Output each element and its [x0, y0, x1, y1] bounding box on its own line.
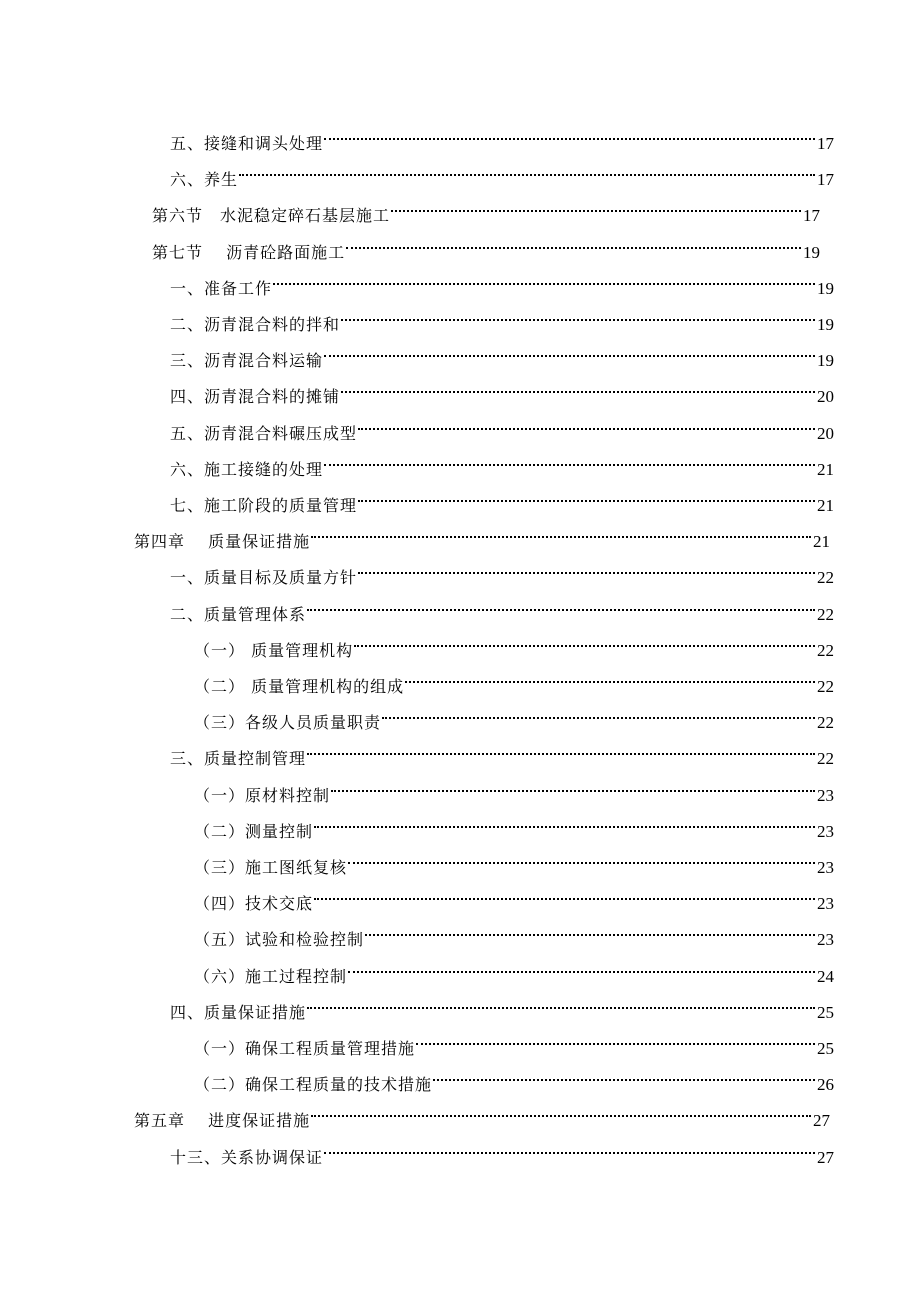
toc-entry-page-number: 22: [817, 604, 834, 624]
toc-dot-leader: [346, 247, 801, 249]
toc-dot-leader: [341, 391, 815, 393]
toc-entry[interactable]: [194, 850, 834, 886]
toc-dot-leader: [358, 572, 815, 574]
toc-entry-title: （三）施工图纸复核: [194, 858, 348, 877]
toc-entry-page-number: 26: [817, 1075, 834, 1095]
toc-dot-leader: [324, 464, 815, 466]
toc-entry[interactable]: [194, 814, 834, 850]
toc-dot-leader: [433, 1079, 815, 1081]
toc-entry-page-number: 21: [813, 532, 830, 552]
toc-entry-page-number: 25: [817, 1002, 834, 1022]
toc-dot-leader: [358, 500, 815, 502]
toc-entry-title: （六）施工过程控制: [194, 966, 348, 986]
toc-dot-leader: [405, 681, 815, 683]
toc-entry[interactable]: [152, 198, 820, 234]
toc-entry-page-number: 27: [813, 1111, 830, 1131]
toc-entry[interactable]: [194, 705, 834, 741]
toc-dot-leader: [382, 717, 815, 719]
toc-entry-page-number: 17: [817, 170, 834, 190]
toc-entry-title: （四）技术交底: [194, 894, 314, 914]
toc-entry[interactable]: [170, 307, 834, 343]
toc-entry[interactable]: [170, 488, 834, 524]
toc-dot-leader: [311, 1115, 811, 1117]
toc-entry-title: （一） 质量管理机构: [194, 640, 354, 660]
toc-entry-page-number: 19: [817, 278, 834, 298]
toc-dot-leader: [273, 283, 815, 285]
toc-entry-page-number: 23: [817, 821, 834, 841]
toc-entry-page-number: 24: [817, 966, 834, 986]
toc-entry-page-number: 23: [817, 785, 834, 805]
toc-entry-title: 十三、关系协调保证: [170, 1147, 324, 1167]
toc-entry-title: 第七节 沥青砼路面施工: [152, 242, 346, 262]
toc-entry-page-number: 19: [803, 242, 820, 262]
toc-entry[interactable]: [170, 379, 834, 415]
toc-dot-leader: [365, 934, 815, 936]
toc-entry-title: 一、准备工作: [170, 278, 273, 298]
toc-entry-page-number: 17: [803, 206, 820, 226]
toc-entry[interactable]: [194, 1067, 834, 1103]
toc-dot-leader: [341, 319, 815, 321]
toc-entry[interactable]: [194, 633, 834, 669]
toc-dot-leader: [324, 355, 815, 357]
toc-entry[interactable]: [170, 162, 834, 198]
toc-dot-leader: [307, 609, 815, 611]
toc-entry-page-number: 27: [817, 1147, 834, 1167]
toc-entry-page-number: 19: [817, 315, 834, 334]
toc-entry-title: 二、沥青混合料的拌和: [170, 315, 341, 334]
toc-entry-page-number: 21: [817, 459, 834, 479]
toc-entry-page-number: 22: [817, 749, 834, 769]
toc-entry-title: 第五章 进度保证措施: [134, 1111, 311, 1131]
toc-dot-leader: [324, 1152, 815, 1154]
toc-entry[interactable]: [170, 416, 834, 452]
toc-entry-page-number: 23: [817, 930, 834, 950]
toc-entry-title: 第四章 质量保证措施: [134, 532, 311, 552]
toc-entry-title: 二、质量管理体系: [170, 604, 307, 624]
toc-dot-leader: [391, 210, 801, 212]
toc-entry[interactable]: [170, 343, 834, 379]
toc-dot-leader: [307, 753, 815, 755]
toc-entry[interactable]: [152, 235, 820, 271]
toc-entry-page-number: 17: [817, 134, 834, 153]
toc-entry[interactable]: [134, 1103, 830, 1139]
toc-dot-leader: [314, 898, 815, 900]
toc-entry[interactable]: [170, 560, 834, 596]
toc-entry-title: （一）确保工程质量管理措施: [194, 1039, 416, 1058]
toc-entry[interactable]: [194, 1031, 834, 1067]
toc-entry[interactable]: [170, 597, 834, 633]
toc-entry-title: 五、接缝和调头处理: [170, 134, 324, 153]
toc-dot-leader: [314, 826, 815, 828]
toc-entry-page-number: 21: [817, 496, 834, 515]
toc-dot-leader: [416, 1043, 815, 1045]
toc-entry-title: 五、沥青混合料碾压成型: [170, 423, 358, 443]
toc-entry-title: （三）各级人员质量职责: [194, 713, 382, 733]
toc-entry-page-number: 25: [817, 1039, 834, 1058]
toc-dot-leader: [348, 862, 815, 864]
toc-entry[interactable]: [170, 995, 834, 1031]
toc-entry-title: 三、沥青混合料运输: [170, 351, 324, 371]
toc-entry-title: 六、施工接缝的处理: [170, 459, 324, 479]
toc-dot-leader: [354, 645, 815, 647]
toc-entry-title: 六、养生: [170, 170, 239, 190]
toc-entry[interactable]: [170, 452, 834, 488]
toc-dot-leader: [348, 971, 815, 973]
toc-entry-title: 三、质量控制管理: [170, 749, 307, 769]
toc-dot-leader: [331, 790, 815, 792]
toc-entry-title: （二）确保工程质量的技术措施: [194, 1075, 433, 1095]
toc-dot-leader: [358, 428, 815, 430]
toc-entry-title: 第六节 水泥稳定碎石基层施工: [152, 206, 391, 226]
toc-entry[interactable]: [170, 1140, 834, 1176]
toc-entry-title: 四、质量保证措施: [170, 1002, 307, 1022]
toc-entry[interactable]: [170, 741, 834, 777]
toc-dot-leader: [324, 138, 815, 140]
toc-entry[interactable]: [194, 778, 834, 814]
toc-entry-page-number: 22: [817, 568, 834, 588]
toc-entry[interactable]: [194, 959, 834, 995]
toc-entry-title: 七、施工阶段的质量管理: [170, 496, 358, 515]
toc-dot-leader: [311, 536, 811, 538]
toc-entry-title: 四、沥青混合料的摊铺: [170, 387, 341, 407]
toc-dot-leader: [239, 174, 815, 176]
toc-entry-title: （一）原材料控制: [194, 785, 331, 805]
toc-entry[interactable]: [170, 271, 834, 307]
toc-entry-title: （二）测量控制: [194, 821, 314, 841]
toc-entry-page-number: 22: [817, 677, 834, 696]
toc-entry-page-number: 19: [817, 351, 834, 371]
toc-entry-page-number: 23: [817, 894, 834, 914]
toc-entry[interactable]: [194, 922, 834, 958]
toc-entry[interactable]: [194, 669, 834, 705]
toc-entry-title: （五）试验和检验控制: [194, 930, 365, 950]
toc-entry[interactable]: [194, 886, 834, 922]
toc-entry-page-number: 23: [817, 858, 834, 877]
toc-entry-page-number: 20: [817, 423, 834, 443]
toc-entry-page-number: 20: [817, 387, 834, 407]
toc-entry-title: 一、质量目标及质量方针: [170, 568, 358, 588]
toc-entry-title: （二） 质量管理机构的组成: [194, 677, 405, 696]
toc-entry[interactable]: [134, 524, 830, 560]
toc-entry-page-number: 22: [817, 713, 834, 733]
toc-entry-page-number: 22: [817, 640, 834, 660]
toc-entry[interactable]: [170, 126, 834, 162]
toc-dot-leader: [307, 1007, 815, 1009]
